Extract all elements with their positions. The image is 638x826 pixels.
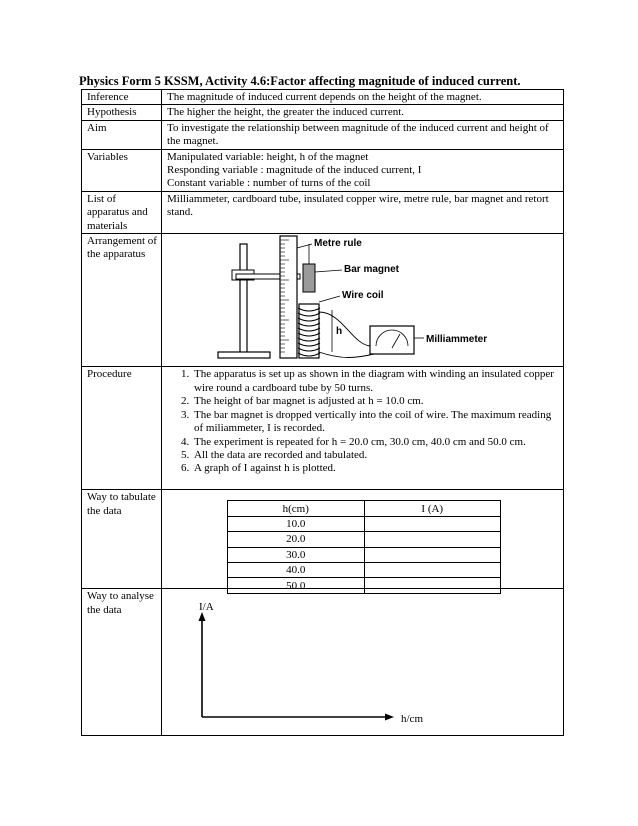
label-apparatus: List of apparatus and materials bbox=[82, 191, 162, 233]
connecting-wire bbox=[319, 352, 374, 358]
activity-table bbox=[81, 89, 564, 736]
row-arrangement bbox=[82, 234, 564, 367]
row-inference bbox=[82, 90, 564, 105]
bar-magnet-label: Bar magnet bbox=[344, 264, 400, 276]
height-label: h bbox=[336, 326, 343, 338]
row-procedure bbox=[82, 367, 564, 490]
h-value: 50.0 bbox=[228, 578, 365, 593]
procedure-step: 3. The bar magnet is dropped vertically into the coil of wire. The maximum reading of miliammeter, I is recorded. bbox=[192, 409, 559, 436]
procedure-step: 1. The apparatus is set up as shown in the diagram with winding an insulated copper wire round a cardboard tube by 50 turns. bbox=[192, 368, 559, 395]
text-hypothesis: The higher the height, the greater the induced current. bbox=[162, 105, 564, 120]
row-tabulate bbox=[82, 490, 564, 589]
text-inference: The magnitude of induced current depends on the height of the magnet. bbox=[162, 90, 564, 105]
row-aim bbox=[82, 120, 564, 149]
h-value: 30.0 bbox=[228, 547, 365, 562]
label-tabulate: Way to tabulate the data bbox=[82, 490, 162, 589]
table-row bbox=[228, 516, 501, 531]
manipulated-variable: Manipulated variable: height, h of the magnet bbox=[167, 150, 369, 163]
label-variables: Variables bbox=[82, 149, 162, 191]
procedure-step: 5. All the data are recorded and tabulated. bbox=[192, 449, 559, 462]
h-value: 10.0 bbox=[228, 516, 365, 531]
label-hypothesis: Hypothesis bbox=[82, 105, 162, 120]
analyse-cell bbox=[162, 589, 564, 736]
connecting-wire bbox=[319, 312, 370, 346]
procedure-list bbox=[167, 368, 559, 475]
label-inference: Inference bbox=[82, 90, 162, 105]
data-table bbox=[227, 500, 501, 593]
apparatus-diagram-cell bbox=[162, 234, 564, 367]
y-axis-label: I/A bbox=[199, 601, 214, 614]
procedure-step: 6. A graph of I against h is plotted. bbox=[192, 462, 559, 475]
row-variables bbox=[82, 149, 564, 191]
header-i: I (A) bbox=[364, 501, 501, 516]
graph-axes bbox=[162, 589, 562, 734]
responding-variable: Responding variable : magnitude of the induced current, I bbox=[167, 164, 422, 177]
retort-stand-base bbox=[218, 352, 270, 358]
label-leader bbox=[319, 296, 340, 302]
table-row bbox=[228, 532, 501, 547]
procedure-cell bbox=[162, 367, 564, 490]
wire-coil-label: Wire coil bbox=[342, 290, 384, 302]
label-procedure: Procedure bbox=[82, 367, 162, 490]
label-arrangement: Arrangement of the apparatus bbox=[82, 234, 162, 367]
milliammeter-label: Milliammeter bbox=[426, 334, 488, 346]
y-axis-arrow-icon bbox=[199, 612, 206, 621]
text-aim: To investigate the relationship between magnitude of the induced current and height of the magnet. bbox=[162, 120, 564, 149]
table-row bbox=[228, 547, 501, 562]
label-leader bbox=[297, 244, 312, 248]
row-hypothesis bbox=[82, 105, 564, 120]
table-row bbox=[228, 563, 501, 578]
metre-rule-label: Metre rule bbox=[314, 238, 362, 250]
tabulate-cell bbox=[162, 490, 564, 592]
retort-stand-rod bbox=[240, 244, 247, 354]
label-leader bbox=[315, 270, 342, 272]
text-apparatus: Milliammeter, cardboard tube, insulated copper wire, metre rule, bar magnet and retort stand. bbox=[162, 191, 564, 233]
x-axis-arrow-icon bbox=[385, 714, 394, 721]
data-table-header bbox=[228, 501, 501, 516]
bar-magnet bbox=[303, 264, 315, 292]
row-apparatus bbox=[82, 191, 564, 233]
i-value-empty bbox=[364, 563, 501, 578]
x-axis-label: h/cm bbox=[401, 713, 423, 726]
header-h: h(cm) bbox=[228, 501, 365, 516]
row-analyse bbox=[82, 589, 564, 736]
label-aim: Aim bbox=[82, 120, 162, 149]
procedure-step: 4. The experiment is repeated for h = 20.0 cm, 30.0 cm, 40.0 cm and 50.0 cm. bbox=[192, 436, 559, 449]
h-value: 40.0 bbox=[228, 563, 365, 578]
i-value-empty bbox=[364, 532, 501, 547]
label-analyse: Way to analyse the data bbox=[82, 589, 162, 736]
i-value-empty bbox=[364, 547, 501, 562]
variables-cell bbox=[162, 149, 564, 191]
apparatus-diagram bbox=[162, 234, 567, 362]
page-title: Physics Form 5 KSSM, Activity 4.6:Factor affecting magnitude of induced current. bbox=[79, 74, 521, 88]
i-value-empty bbox=[364, 516, 501, 531]
procedure-step: 2. The height of bar magnet is adjusted at h = 10.0 cm. bbox=[192, 395, 559, 408]
h-value: 20.0 bbox=[228, 532, 365, 547]
constant-variable: Constant variable : number of turns of the coil bbox=[167, 177, 371, 190]
